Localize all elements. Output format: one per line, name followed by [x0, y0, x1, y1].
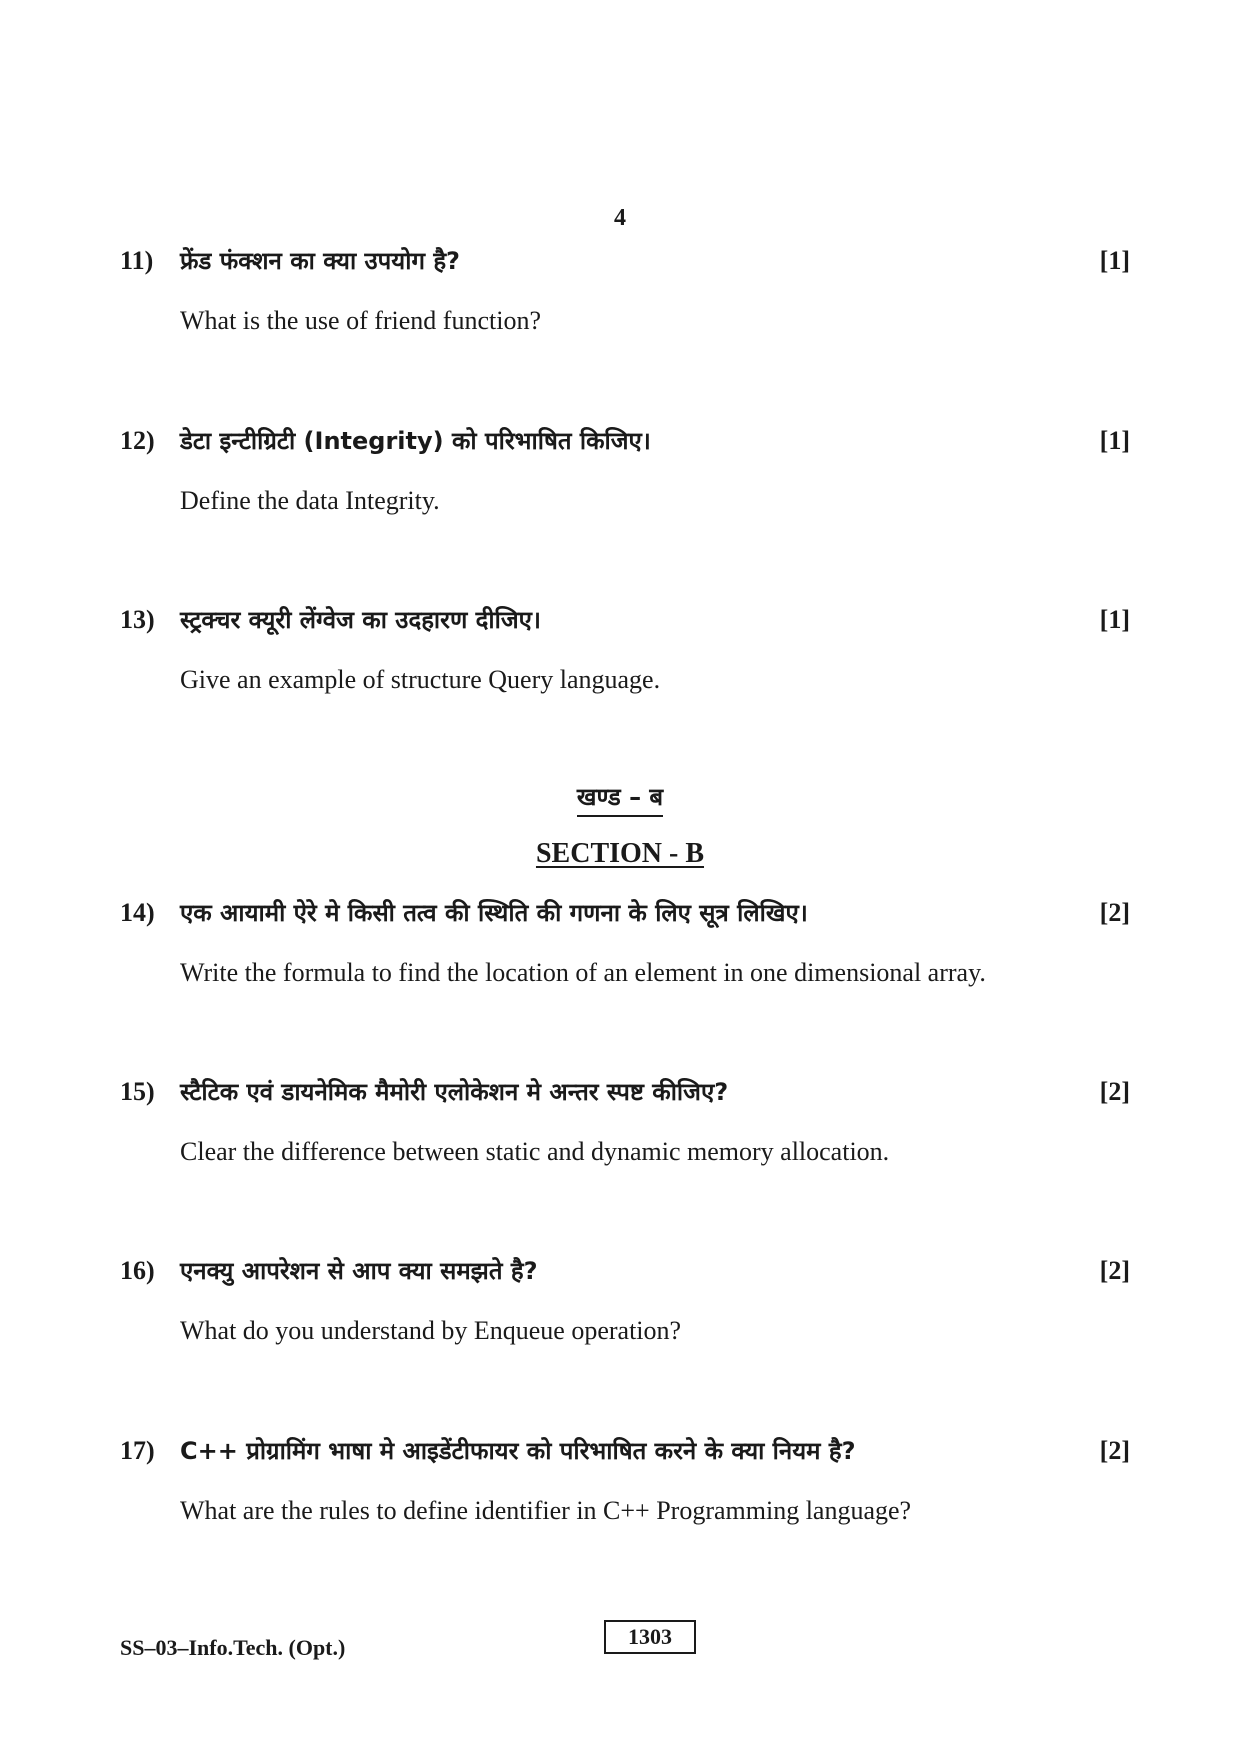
- question-english-text: Clear the difference between static and dynamic memory allocation.: [180, 1137, 890, 1166]
- question-hindi-text: स्ट्रक्चर क्यूरी लेंग्वेज का उदहारण दीजिए।: [180, 606, 542, 634]
- paper-code: SS–03–Info.Tech. (Opt.): [120, 1635, 346, 1660]
- question-english-text: Define the data Integrity.: [180, 486, 440, 515]
- question-english-text: What is the use of friend function?: [180, 306, 541, 335]
- question-hindi-text: फ्रेंड फंक्शन का क्या उपयोग है?: [180, 247, 460, 275]
- question-hindi-text: C++ प्रोग्रामिंग भाषा मे आइडेंटीफायर को परिभाषित करने के क्या नियम है?: [180, 1437, 856, 1465]
- question-number: 17): [120, 1436, 155, 1465]
- section-heading-hindi-text: खण्ड – ब: [577, 783, 663, 817]
- question-11: [120, 243, 1130, 339]
- question-marks: [2]: [1099, 898, 1130, 927]
- question-hindi-text: डेटा इन्टीग्रिटी (Integrity) को परिभाषित किजिए।: [180, 427, 651, 455]
- section-heading-hindi: [0, 780, 1240, 813]
- paper-number-box: 1303: [604, 1620, 696, 1654]
- question-number: 13): [120, 605, 155, 634]
- question-english-text: What do you understand by Enqueue operation?: [180, 1316, 682, 1345]
- question-number: 15): [120, 1077, 155, 1106]
- question-hindi-text: स्टैटिक एवं डायनेमिक मैमोरी एलोकेशन मे अन्तर स्पष्ट कीजिए?: [180, 1078, 729, 1106]
- question-17: [120, 1433, 1130, 1529]
- question-14: [120, 895, 1130, 991]
- question-13: [120, 602, 1130, 698]
- page-number: 4: [614, 205, 626, 231]
- question-marks: [1]: [1099, 605, 1130, 634]
- question-number: 12): [120, 426, 155, 455]
- question-hindi-text: एनक्यु आपरेशन से आप क्या समझते है?: [180, 1257, 538, 1285]
- question-12: [120, 423, 1130, 519]
- question-16: [120, 1253, 1130, 1349]
- question-marks: [1]: [1099, 246, 1130, 275]
- section-heading-english-text: SECTION - B: [535, 838, 705, 869]
- question-15: [120, 1074, 1130, 1170]
- question-number: 14): [120, 898, 155, 927]
- question-hindi-text: एक आयामी ऐरे मे किसी तत्व की स्थिति की गणना के लिए सूत्र लिखिए।: [180, 899, 808, 927]
- question-marks: [1]: [1099, 426, 1130, 455]
- question-english-text: What are the rules to define identifier in C++ Programming language?: [180, 1496, 912, 1525]
- question-number: 11): [120, 246, 154, 275]
- section-heading-english: [0, 838, 1240, 870]
- question-marks: [2]: [1099, 1256, 1130, 1285]
- question-marks: [2]: [1099, 1077, 1130, 1106]
- question-number: 16): [120, 1256, 155, 1285]
- question-english-text: Give an example of structure Query language.: [180, 665, 661, 694]
- question-english-text: Write the formula to find the location of an element in one dimensional array.: [180, 958, 986, 987]
- question-marks: [2]: [1099, 1436, 1130, 1465]
